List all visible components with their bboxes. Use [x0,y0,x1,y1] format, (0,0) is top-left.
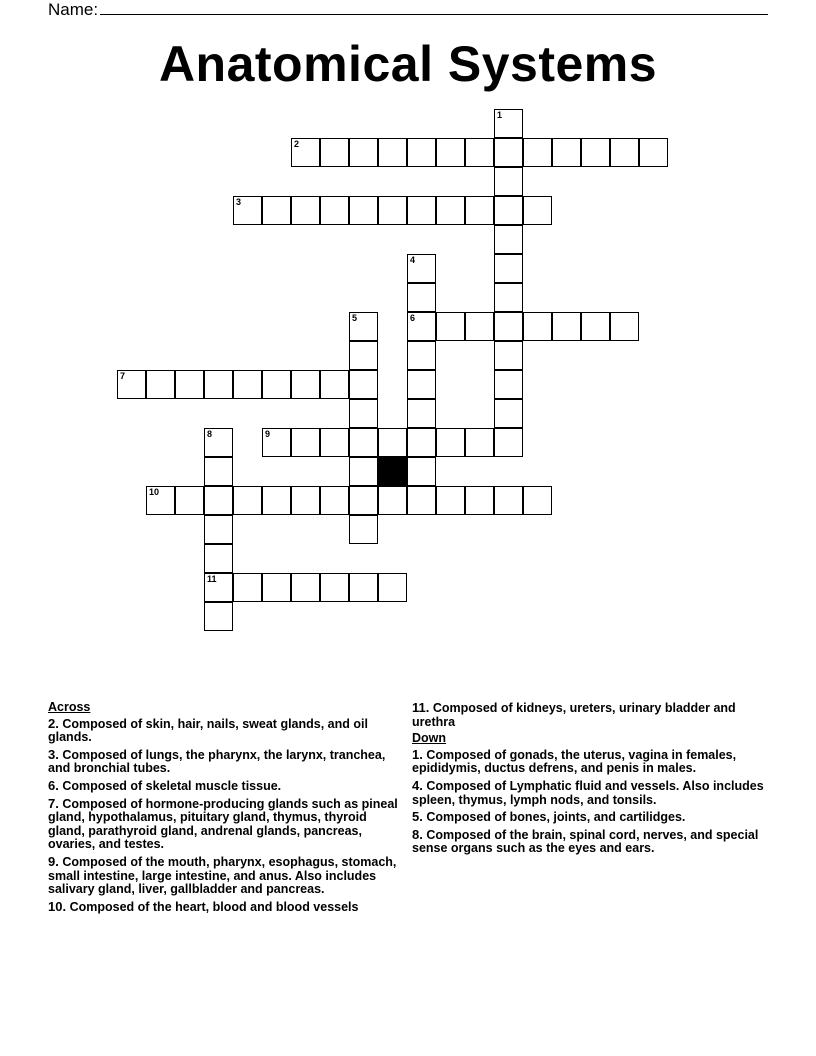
crossword-cell[interactable] [320,138,349,167]
crossword-cell[interactable] [639,138,668,167]
crossword-cell[interactable] [349,486,378,515]
crossword-cell[interactable] [494,196,523,225]
cell-number: 10 [149,487,160,497]
crossword-cell[interactable] [146,370,175,399]
cell-number: 11 [207,574,217,584]
crossword-cell[interactable] [117,370,146,399]
crossword-cell[interactable] [378,138,407,167]
crossword-cell[interactable] [465,138,494,167]
crossword-cell[interactable] [407,196,436,225]
cell-number: 6 [410,313,416,323]
clue-number: 8. [412,826,423,842]
crossword-cell[interactable] [233,573,262,602]
crossword-cell[interactable] [378,428,407,457]
crossword-cell[interactable] [233,486,262,515]
crossword-cell[interactable] [581,138,610,167]
crossword-cell[interactable] [204,602,233,631]
clue-number: 1. [412,746,423,762]
clue-across-6 [48,779,404,794]
crossword-cell[interactable] [436,428,465,457]
clue-text: Composed of skeletal muscle tissue. [62,778,282,793]
cell-number: 1 [497,110,503,120]
crossword-cell[interactable] [494,109,523,138]
crossword-cell[interactable] [378,196,407,225]
crossword-cell[interactable] [349,515,378,544]
clue-across-7 [48,797,404,852]
cell-number: 7 [120,371,126,381]
crossword-cell[interactable] [407,312,436,341]
crossword-cell[interactable] [523,138,552,167]
crossword-cell[interactable] [291,370,320,399]
crossword-cell[interactable] [494,486,523,515]
crossword-cell[interactable] [494,341,523,370]
crossword-cell[interactable] [349,457,378,486]
across-heading: Across [48,700,91,714]
crossword-cell[interactable] [320,573,349,602]
crossword-cell[interactable] [436,312,465,341]
clue-number: 6. [48,777,59,793]
crossword-cell[interactable] [407,457,436,486]
crossword-cell[interactable] [349,573,378,602]
down-heading: Down [412,731,447,746]
crossword-cell[interactable] [494,283,523,312]
cell-number: 9 [265,429,271,439]
crossword-cell[interactable] [436,486,465,515]
clue-text: Composed of the heart, blood and blood vessels [69,899,359,914]
clue-number: 10. [48,898,67,914]
crossword-cell[interactable] [291,138,320,167]
clue-text: Composed of Lymphatic fluid and vessels. Also includes spleen, thymus, lymph nods, and tonsils. [412,778,764,807]
crossword-cell[interactable] [436,196,465,225]
clues-column-left [48,701,404,917]
crossword-cell[interactable] [320,486,349,515]
crossword-cell[interactable] [523,486,552,515]
crossword-cell[interactable] [407,138,436,167]
crossword-cell[interactable] [523,312,552,341]
crossword-cell[interactable] [465,486,494,515]
crossword-cell[interactable] [465,196,494,225]
clue-across-10 [48,900,404,915]
crossword-cell[interactable] [320,428,349,457]
clue-number: 9. [48,853,59,869]
crossword-cell[interactable] [146,486,175,515]
page-title: Anatomical Systems [158,36,658,92]
crossword-cell[interactable] [378,486,407,515]
crossword-cell[interactable] [349,138,378,167]
clue-text: Composed of lungs, the pharynx, the larynx, tranchea, and bronchial tubes. [48,747,386,776]
crossword-cell[interactable] [610,312,639,341]
clue-text: Composed of the brain, spinal cord, nerves, and special sense organs such as the eyes and ears. [412,827,759,856]
clue-number: 5. [412,809,423,825]
crossword-cell[interactable] [204,515,233,544]
crossword-cell[interactable] [349,312,378,341]
cell-number: 3 [236,197,242,207]
crossword-cell[interactable] [291,486,320,515]
crossword-cell[interactable] [262,370,291,399]
crossword-cell[interactable] [494,399,523,428]
clue-text: Composed of skin, hair, nails, sweat glands, and oil glands. [48,716,368,745]
crossword-cell[interactable] [349,370,378,399]
name-label: Name: [48,0,99,19]
clue-down-4 [412,779,768,807]
crossword-cell[interactable] [494,138,523,167]
crossword-cell[interactable] [465,312,494,341]
crossword-cell[interactable] [262,428,291,457]
crossword-cell[interactable] [610,138,639,167]
cell-number: 8 [207,429,213,439]
crossword-cell[interactable] [204,544,233,573]
crossword-cell[interactable] [494,167,523,196]
cell-number: 5 [352,313,358,323]
crossword-cell[interactable] [291,428,320,457]
crossword-cell[interactable] [407,283,436,312]
crossword-cell[interactable] [407,254,436,283]
crossword-cell[interactable] [407,486,436,515]
clue-across-3 [48,748,404,776]
crossword-cell[interactable] [349,196,378,225]
crossword-cell[interactable] [291,196,320,225]
crossword-cell[interactable] [233,370,262,399]
crossword-cell[interactable] [262,486,291,515]
clue-down-8 [412,828,768,856]
clue-number: 7. [48,795,59,811]
crossword-cell[interactable] [349,428,378,457]
crossword-cell[interactable] [552,312,581,341]
clue-number: 2. [48,715,59,731]
crossword-cell[interactable] [349,399,378,428]
crossword-cell[interactable] [436,138,465,167]
clue-number: 3. [48,746,59,762]
crossword-cell[interactable] [233,196,262,225]
crossword-cell[interactable] [175,370,204,399]
crossword-cell[interactable] [407,370,436,399]
crossword-cell[interactable] [349,341,378,370]
crossword-cell[interactable] [204,428,233,457]
crossword-cell[interactable] [581,312,610,341]
cell-number: 4 [410,255,416,265]
clue-text: Composed of bones, joints, and cartilidges. [426,810,686,825]
clue-down-5 [412,810,768,825]
crossword-cell[interactable] [262,573,291,602]
crossword-cell[interactable] [378,573,407,602]
crossword-cell[interactable] [494,225,523,254]
crossword-cell[interactable] [262,196,291,225]
crossword-cell[interactable] [465,428,494,457]
crossword-cell[interactable] [494,254,523,283]
clues-column-right [412,701,768,859]
clue-number: 4. [412,777,423,793]
clue-across-2 [48,717,404,745]
clue-text: Composed of hormone-producing glands such as pineal gland, hypothalamus, pituitary gland, thymus, thyroid gland, parathyroid gland, andrenal glands, pancreas, ovaries, and testes. [48,796,398,852]
crossword-cell[interactable] [204,573,233,602]
crossword-cell[interactable] [407,428,436,457]
crossword-cell[interactable] [204,457,233,486]
clue-text: Composed of gonads, the uterus, vagina in females, epididymis, ductus defrens, and penis in males. [412,747,737,776]
clue-across-9 [48,855,404,897]
crossword-cell[interactable] [407,341,436,370]
crossword-cell[interactable] [320,196,349,225]
crossword-cell[interactable] [494,370,523,399]
crossword-cell[interactable] [291,573,320,602]
crossword-cell[interactable] [494,312,523,341]
crossword-cell[interactable] [552,138,581,167]
crossword-cell[interactable] [494,428,523,457]
crossword-black-cell [378,457,407,486]
clue-text: Composed of the mouth, pharynx, esophagus, stomach, small intestine, large intestine, and anus. Also includes salivary gland, liver, gallbladder and pancreas. [48,854,397,897]
crossword-cell[interactable] [204,370,233,399]
crossword-cell[interactable] [407,399,436,428]
crossword-cell[interactable] [175,486,204,515]
clue-across-11 [412,701,768,729]
clue-number: 11. [412,700,430,715]
clue-down-1 [412,748,768,776]
cell-number: 2 [294,139,300,149]
crossword-cell[interactable] [204,486,233,515]
clue-text: Composed of kidneys, ureters, urinary bladder and urethra [412,701,736,729]
crossword-cell[interactable] [320,370,349,399]
crossword-cell[interactable] [523,196,552,225]
